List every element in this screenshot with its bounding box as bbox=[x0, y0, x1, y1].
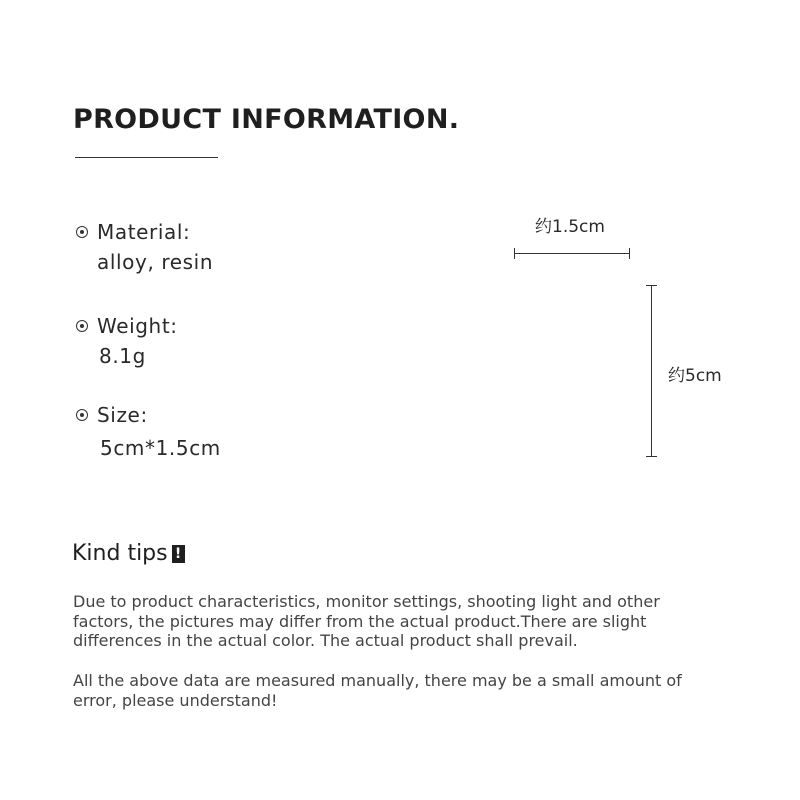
tips-paragraph-color-disclaimer: Due to product characteristics, monitor settings, shooting light and other factors, the pictures may differ from the actual product.There are slight differences in the actual color. The actual product shall prevail. bbox=[73, 592, 660, 650]
width-dimension-cap-right bbox=[629, 248, 630, 259]
length-dimension-line bbox=[651, 285, 652, 457]
length-dimension-cap-top bbox=[646, 285, 657, 286]
spec-label: Weight: bbox=[97, 314, 178, 338]
spec-label: Size: bbox=[97, 403, 148, 427]
spec-value: 8.1g bbox=[99, 344, 146, 368]
bullet-icon bbox=[76, 409, 88, 421]
spec-value: 5cm*1.5cm bbox=[100, 436, 221, 460]
bullet-icon bbox=[76, 226, 88, 238]
bullet-icon bbox=[76, 320, 88, 332]
page-title: PRODUCT INFORMATION. bbox=[73, 104, 460, 135]
width-dimension-cap-left bbox=[514, 248, 515, 259]
spec-value: alloy, resin bbox=[97, 250, 214, 274]
tips-paragraph-measurement-disclaimer: All the above data are measured manually, there may be a small amount of error, please understand! bbox=[73, 671, 682, 710]
length-dimension-cap-bottom bbox=[646, 456, 657, 457]
width-dimension-label: 约1.5cm bbox=[535, 217, 605, 237]
spec-label: Material: bbox=[97, 220, 191, 244]
spec-weight bbox=[76, 313, 178, 369]
tips-title: Kind tips bbox=[72, 541, 168, 566]
title-underline bbox=[75, 157, 218, 158]
width-dimension-line bbox=[514, 253, 630, 254]
exclamation-icon: ! bbox=[172, 545, 185, 563]
spec-size bbox=[76, 402, 221, 461]
length-dimension-label: 约5cm bbox=[668, 366, 722, 386]
tips-heading bbox=[72, 541, 185, 566]
spec-material bbox=[76, 219, 213, 275]
